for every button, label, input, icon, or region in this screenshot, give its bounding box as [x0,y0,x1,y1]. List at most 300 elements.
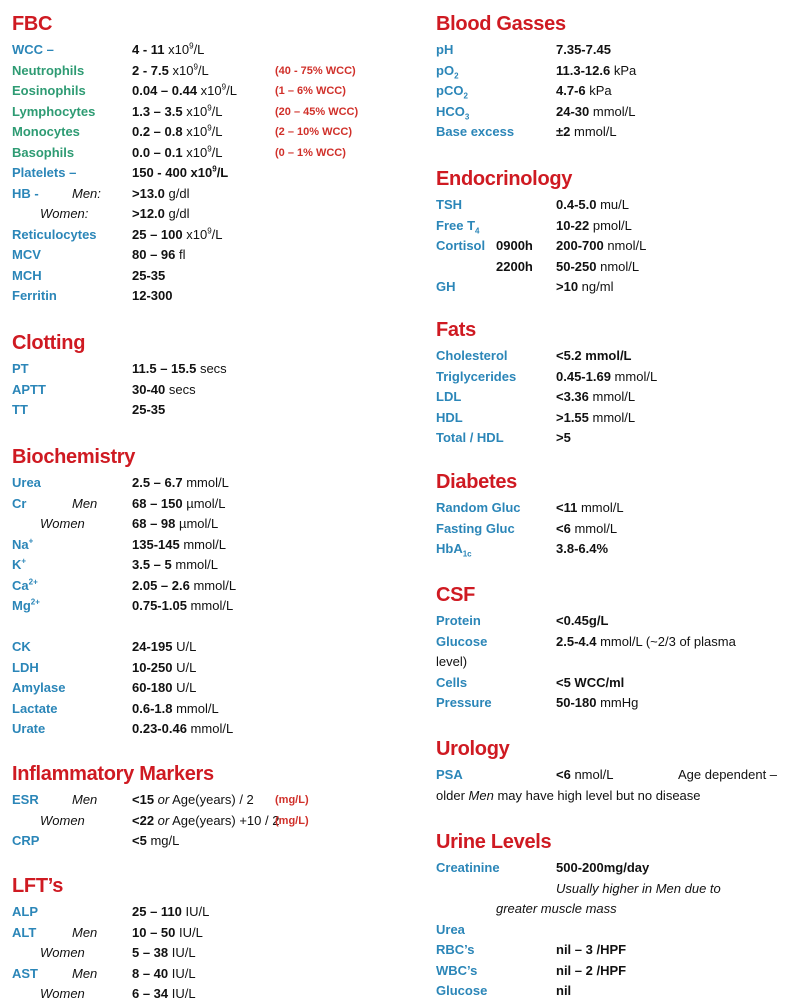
test-name [436,387,461,408]
reference-value [556,858,649,879]
reference-value [132,400,165,421]
reference-value [132,535,226,556]
text-segment: 10-22 [556,217,590,233]
text-segment: <15 [132,792,158,807]
text-segment: 30-40 [132,381,166,397]
text-segment: IU/L [168,945,196,960]
text-segment: Triglycerides [436,368,517,384]
text-segment: 8 – 40 [132,965,169,981]
reference-row [12,286,407,307]
qualifier: Women [40,945,85,960]
text-segment: g/dl [164,185,190,201]
text-segment: Glucose [436,983,488,998]
section-urine [436,830,806,1002]
text-segment: 0.45-1.69 [556,368,611,384]
reference-row [12,555,407,576]
text-segment: pH [436,42,454,57]
reference-row [436,428,806,449]
text-segment: 2 [463,91,468,101]
text-segment: /L [211,124,223,139]
reference-value [132,266,165,287]
reference-value [132,831,179,852]
reference-row [436,40,806,61]
section-heading: Endocrinology [436,168,573,190]
reference-row [436,122,806,143]
text-segment: Cells [436,674,468,690]
qualifier: Women: [40,206,89,221]
test-name [12,359,29,380]
text-segment: /L [197,62,209,78]
text-segment: 12-300 [132,288,173,303]
text-segment: WCC – [12,42,54,57]
text-segment: 50-250 [556,258,597,274]
text-segment: pCO [436,83,464,98]
reference-row [436,498,806,519]
reference-value [556,981,571,1002]
section-diabetes [436,470,806,560]
text-segment: 500-200mg/day [556,860,650,875]
test-name [12,637,31,658]
reference-row [436,277,806,298]
text-segment: nmol/L [570,767,614,782]
reference-value [132,122,222,143]
text-segment: 0.0 – 0.1 [132,144,183,160]
text-segment: mmol/L (~2/3 of plasma [596,633,736,649]
test-name [12,286,57,307]
reference-row [12,81,407,102]
text-segment: Base excess [436,124,515,139]
text-segment: Ferritin [12,288,57,303]
text-segment: x10 [168,62,194,78]
test-name [12,163,76,184]
test-name [436,765,463,786]
section-fats [436,318,806,449]
reference-value [132,286,172,307]
text-segment: 5 – 38 [132,945,169,960]
test-name [12,225,97,246]
test-name [436,693,492,714]
section-blood-gasses [436,12,806,143]
reference-value [556,40,611,61]
text-segment: Pressure [436,695,492,710]
reference-row [12,204,407,225]
reference-value [556,632,736,653]
reference-row [436,673,806,694]
reference-row [12,143,407,164]
text-segment: <3.36 [556,389,589,404]
reference-value [132,473,229,494]
text-segment: 0.4-5.0 [556,197,597,212]
test-name [12,245,41,266]
text-segment: 6 – 34 [132,986,169,1001]
reference-value [132,555,218,576]
reference-value [556,257,639,278]
text-segment: GH [436,279,456,294]
reference-row [12,359,407,380]
reference-row [12,184,407,205]
text-segment: >12.0 [132,206,165,221]
reference-value [556,879,721,900]
text-segment: Urea [12,475,41,490]
qualifier: Women [40,986,85,1001]
reference-value [556,195,629,216]
text-segment: LDL [436,389,462,404]
text-segment: g/dl [164,206,190,221]
text-segment: RBC’s [436,942,475,957]
test-name [12,923,36,944]
reference-value [132,184,189,205]
reference-row [12,943,407,964]
reference-row [436,879,806,900]
text-segment: /L [211,144,223,160]
reference-row [12,699,407,720]
reference-row [436,346,806,367]
text-segment: Neutrophils [12,62,85,78]
reference-value [132,790,254,811]
reference-value [556,61,636,82]
reference-value [556,102,635,123]
text-segment: Men [468,787,494,803]
text-segment: Monocytes [12,124,80,139]
reference-row [12,923,407,944]
test-name [12,81,86,102]
text-segment: x10 [182,226,208,242]
reference-value [132,699,219,720]
text-segment: Usually higher in Men due to [556,880,721,896]
reference-value [132,902,209,923]
test-name [436,102,469,123]
test-name [436,195,462,216]
text-segment: level) [436,654,468,669]
text-segment: x10 [182,144,208,160]
continuation-text [496,899,617,920]
text-segment: /L [193,42,205,57]
text-segment: mmol/L [588,389,636,404]
text-segment: + [28,536,34,546]
reference-value [556,611,608,632]
test-name [436,611,481,632]
text-segment: Mg [12,598,31,613]
text-segment: mmol/L [189,577,237,593]
text-segment: 9 [207,144,212,154]
reference-row [436,102,806,123]
reference-row [12,678,407,699]
reference-row [436,652,806,673]
text-segment: mmol/L [186,598,234,613]
test-name [12,576,38,597]
reference-row [436,408,806,429]
text-segment: 150 - 400 x10 [132,165,213,180]
test-name [12,400,28,421]
test-name [436,858,500,879]
text-segment: x10 [197,83,222,98]
test-name [12,380,46,401]
test-name [12,678,65,699]
reference-value [132,943,196,964]
reference-value [556,498,624,519]
reference-row [436,61,806,82]
section-heading: Inflammatory Markers [12,763,214,785]
text-segment: MCV [12,247,41,262]
text-segment: Creatinine [436,860,500,875]
text-segment: 25-35 [132,267,166,283]
text-segment: 10 – 50 [132,924,176,940]
text-segment: 25 – 100 [132,226,183,242]
reference-value [132,359,227,380]
text-segment: U/L [172,680,197,695]
text-segment: 24-195 [132,639,173,654]
section-heading: Blood Gasses [436,13,566,35]
reference-row [436,367,806,388]
text-segment: 3.8-6.4% [556,541,609,556]
text-segment: 4 [475,226,480,236]
reference-row [12,811,407,832]
reference-row [436,81,806,102]
text-segment: <0.45g/L [556,613,609,628]
text-segment: /L [211,226,223,242]
text-segment: older [436,787,469,803]
qualifier: Women [40,812,85,828]
text-segment: or [157,812,170,828]
text-segment: mmol/L [610,368,658,384]
text-segment: mmHg [596,695,639,710]
section-heading: Biochemistry [12,446,136,468]
reference-row [436,940,806,961]
section-heading: Urology [436,738,510,760]
reference-row [12,617,407,638]
reference-row [436,519,806,540]
text-segment: 9 [189,41,194,51]
reference-row [12,831,407,852]
reference-value [132,143,222,164]
text-segment: 10-250 [132,659,173,675]
text-segment: pmol/L [589,217,632,233]
reference-value [132,380,196,401]
text-segment: 2+ [30,597,40,607]
text-segment: >5 [556,430,571,445]
continuation-text [436,652,467,673]
test-name [12,266,42,287]
text-segment: 0.23-0.46 [132,721,187,736]
test-name [12,184,39,205]
text-segment: APTT [12,381,46,397]
reference-row [436,387,806,408]
text-segment: mmol/L [577,500,624,515]
qualifier: Men: [72,185,101,201]
text-segment: Eosinophils [12,83,86,98]
test-name [436,539,472,560]
reference-row [12,576,407,597]
qualifier: Men [72,924,98,940]
test-name [12,596,40,617]
reference-value [556,277,613,298]
test-name [436,519,515,540]
reference-value [556,387,635,408]
test-name [436,632,487,653]
text-segment: pO [436,62,455,78]
text-segment: Reticulocytes [12,226,97,242]
text-segment: 135-145 [132,536,180,552]
text-segment: Lactate [12,700,58,716]
text-segment: ±2 [556,124,571,139]
text-segment: ALP [12,904,38,919]
section-fbc [12,12,407,307]
reference-row [436,236,806,257]
section-heading: Diabetes [436,471,517,493]
section-csf [436,583,806,714]
reference-value [132,719,233,740]
reference-value [132,40,204,61]
qualifier: 0900h [496,238,533,253]
reference-row [436,693,806,714]
text-segment: nil – 2 /HPF [556,962,627,978]
text-segment: mmol/L [179,536,226,552]
reference-value [132,204,189,225]
reference-value [556,122,617,143]
text-segment: 9 [212,164,217,174]
reference-row [12,790,407,811]
text-segment: 3.5 – 5 [132,557,172,572]
text-segment: or [157,792,170,807]
reference-value [132,102,222,123]
reference-value [556,519,617,540]
reference-value [556,216,632,237]
reference-row [436,765,806,786]
test-name [12,902,38,923]
text-segment: Ca [12,577,29,593]
text-segment: 2+ [28,577,38,587]
text-segment: MCH [12,267,42,283]
reference-row [12,40,407,61]
test-name [436,81,468,102]
text-segment: x10 [164,42,190,57]
value-note: (0 – 1% WCC) [275,146,346,159]
reference-row [12,984,407,1005]
section-endocrinology [436,167,806,298]
reference-row [436,632,806,653]
text-segment: 2 - 7.5 [132,62,169,78]
text-segment: mg/L [146,833,180,848]
text-segment: 7.35-7.45 [556,42,611,57]
text-segment: 68 – 98 [132,516,176,531]
text-segment: x10 [182,103,208,119]
test-name [436,216,479,237]
text-segment: 0.04 – 0.44 [132,83,198,98]
text-segment: mu/L [596,197,629,212]
section-heading: Clotting [12,332,86,354]
reference-value [556,693,638,714]
test-name [436,498,521,519]
test-name [12,699,58,720]
text-segment: TSH [436,197,462,212]
text-segment: Basophils [12,144,75,160]
text-segment: 9 [207,123,212,133]
reference-row [436,539,806,560]
text-segment: >1.55 [556,409,589,425]
text-segment: Total / HDL [436,430,504,445]
reference-row [12,637,407,658]
text-segment: Free T [436,217,476,233]
reference-value [132,964,196,985]
reference-row [12,400,407,421]
text-segment: mmol/L [171,557,218,572]
reference-value [556,346,632,367]
reference-row [12,596,407,617]
text-segment: Cortisol [436,238,486,253]
test-name [436,61,459,82]
test-name [12,535,33,556]
text-segment: ng/ml [578,279,614,294]
text-segment: 200-700 [556,238,604,253]
reference-row [12,122,407,143]
text-segment: U/L [172,639,197,654]
qualifier: 2200h [496,258,533,274]
text-segment: mmol/L [570,124,617,139]
reference-row [436,961,806,982]
reference-row [12,245,407,266]
reference-value [132,678,196,699]
text-segment: CK [12,639,31,654]
text-segment: Fasting Gluc [436,520,515,536]
test-name [12,494,26,515]
section-clotting [12,331,407,421]
reference-row [12,225,407,246]
text-segment: µmol/L [182,495,226,511]
text-segment: may have high level but no disease [493,787,701,803]
text-segment: 4 - 11 [132,42,165,57]
reference-value [132,245,186,266]
text-segment: nil [556,983,572,998]
test-name [436,236,485,257]
text-segment: Lymphocytes [12,103,96,119]
text-segment: 1c [462,549,472,559]
test-name [436,940,475,961]
text-segment: 60-180 [132,680,173,695]
reference-row [12,535,407,556]
text-segment: HDL [436,409,463,425]
text-segment: 68 – 150 [132,495,183,511]
text-segment: <11 [556,500,578,515]
text-segment: 11.3-12.6 [556,62,611,78]
text-segment: Protein [436,613,481,628]
text-segment: 2.5-4.4 [556,633,597,649]
test-name [436,961,477,982]
text-segment: 9 [207,103,212,113]
test-name [436,40,453,61]
test-name [12,122,80,143]
reference-row [12,380,407,401]
reference-row [12,61,407,82]
reference-value [556,236,646,257]
text-segment: 0.2 – 0.8 [132,124,183,139]
text-segment: 0.6-1.8 [132,700,173,716]
reference-value [132,637,196,658]
text-segment: IU/L [168,986,196,1001]
text-segment: x10 [182,124,208,139]
text-segment: TT [12,402,28,417]
text-segment: kPa [585,83,612,98]
reference-row [436,786,806,807]
reference-value [132,596,233,617]
reference-row [12,719,407,740]
value-note: (mg/L) [275,794,309,806]
test-name [12,61,84,82]
text-segment: <6 [556,520,571,536]
text-segment: kPa [610,62,637,78]
text-segment: secs [165,381,196,397]
section-heading: Fats [436,319,476,341]
test-name [12,555,26,576]
